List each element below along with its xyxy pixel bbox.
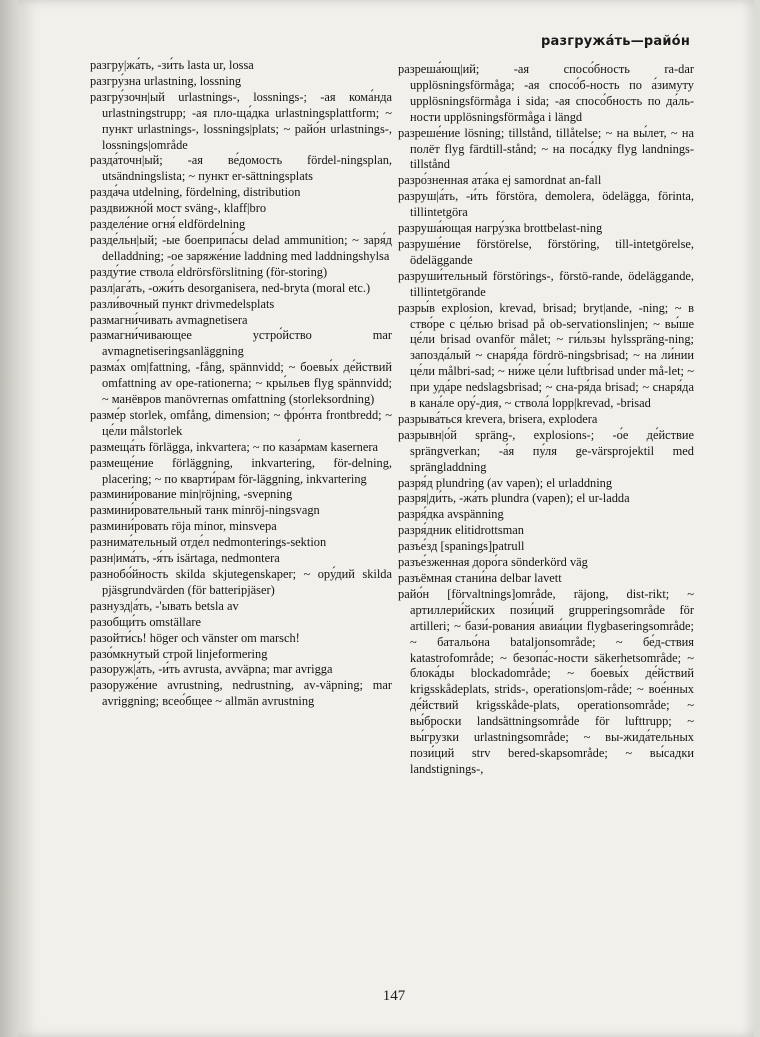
dictionary-entry: разойти́сь! höger och vänster om marsch! (90, 630, 300, 645)
dictionary-entry: разнобо́йность skilda skjutegenskaper; ~ ору́дий skilda pjäsgrundvärden (för batteripjäser) (90, 567, 392, 597)
dictionary-entry: размеща́ть förlägga, inkvartera; ~ по каза́рмам kasernera (90, 439, 378, 454)
dictionary-entry: разруше́ние förstörelse, förstöring, till-intetgörelse, ödeläggande (398, 236, 694, 267)
dictionary-entry: разря|ди́ть, -жа́ть plundra (vapen); el ur-ladda (398, 491, 630, 506)
dictionary-entry: разобщи́ть omställare (90, 614, 201, 629)
dictionary-entry: размини́рование min|röjning, -svepning (90, 487, 293, 502)
dictionary-entry: разгру́зна urlastning, lossning (90, 73, 242, 88)
dictionary-entry: разъёмная стани́на delbar lavett (398, 571, 562, 585)
dictionary-entry: размеще́ние förläggning, inkvartering, för-delning, placering; ~ по кварти́рам för-läggning, inkvartering (90, 455, 392, 486)
dictionary-entry: разда́ча utdelning, fördelning, distribution (90, 185, 301, 200)
running-head: разгружа́ть—райо́н (541, 34, 690, 49)
dictionary-entry: разн|има́ть, -я́ть isärtaga, nedmontera (90, 551, 280, 566)
book-spine-shadow (0, 0, 18, 1037)
dictionary-entry: разда́точн|ый; -ая ве́домость fördel-ningsplan, utsändningslista; ~ пункт er-sättningsplats (90, 153, 392, 184)
dictionary-entry: разруша́ющая нагру́зка brottbelast-ning (398, 221, 603, 236)
dictionary-entry: размагни́чивающее устро́йство mar avmagnetiseringsanläggning (90, 328, 392, 359)
dictionary-entry: разде́льн|ый; -ые боеприпа́сы delad ammunition; ~ заря́д delladdning; -ое заряже́ние laddning med laddningshylsa (90, 232, 392, 263)
dictionary-entry: разро́зненная ата́ка ej samordnat an-fall (398, 173, 602, 188)
dictionary-entry: разгру|жа́ть, -зи́ть lasta ur, lossa (90, 58, 254, 72)
right-column (398, 62, 694, 778)
dictionary-entry: разгру́зочн|ый urlastnings-, lossnings-; -ая кома́нда urlastningstrupp; -ая пло-ща́дка urlastningsplattform; ~ пункт urlastnings-, lossnings|plats; ~ райо́н urlastnings-, lossnings|område (90, 89, 392, 152)
dictionary-entry: разъе́зженная доро́га sönderkörd väg (398, 555, 588, 570)
dictionary-entry: разруш|а́ть, -и́ть förstöra, demolera, ödelägga, förinta, tillintetgöra (398, 189, 694, 220)
dictionary-entry: размагни́чивать avmagnetisera (90, 312, 248, 327)
dictionary-entry: разделе́ние огня́ eldfördelning (90, 217, 246, 232)
dictionary-entry: размини́ровать röja minor, minsvepa (90, 519, 277, 534)
dictionary-entry: разрывн|о́й spräng-, explosions-; -о́е де́йствие sprängverkan; -а́я пу́ля ge-värsprojektil med sprängladdning (398, 427, 694, 474)
dictionary-entry: разнузд|а́ть, -'ывать betsla av (90, 598, 239, 613)
dictionary-entry: разоруже́ние avrustning, nedrustning, av-väpning; mar avriggning; всео́бщее ~ allmän avrustning (90, 678, 392, 709)
page-number: 147 (382, 988, 406, 1004)
dictionary-entry: размини́ровательный танк minröj-ningsvagn (90, 503, 320, 518)
dictionary-entry: разоруж|а́ть, -и́ть avrusta, avväpna; mar avrigga (90, 662, 333, 677)
dictionary-entry: раздвижно́й мост sväng-, klaff|bro (90, 201, 267, 216)
dictionary-entry: разреше́ние lösning; tillstånd, tillåtelse; ~ на вы́лет, ~ на полёт flyg färdtill-stånd; ~ на поса́дку flyg landnings-tillstånd (398, 125, 694, 172)
left-column (90, 58, 392, 710)
dictionary-entry: разря́д plundring (av vapen); el urladdning (398, 475, 613, 490)
dictionary-entry: разли́вочный пункт drivmedelsplats (90, 296, 275, 311)
dictionary-entry: разры́в explosion, krevad, brisad; bryt|ande, -ning; ~ в ство́ре с це́лью brisad på ob-servationslinjen; ~ вы́ше це́ли brisad ovanför målet; ~ ги́льзы hylsspräng-ning; запозда́лый ~ снаря́да fördrö-ningsbrisad; ~ на ли́нии це́ли målbri-sad; ~ ни́же це́ли luftbrisad under må-let; ~ при уда́ре nedslagsbrisad; ~ сна-ря́да brisad; ~ снаря́да в кана́ле ору́-дия, ~ ствола́ lopp|krevad, -brisad (398, 300, 694, 411)
dictionary-entry: разнима́тельный отде́л nedmonterings-sektion (90, 535, 327, 550)
dictionary-entry: разрыва́ться krevera, brisera, explodera (398, 411, 598, 426)
dictionary-entry: разме́р storlek, omfång, dimension; ~ фро́нта frontbredd; ~ це́ли målstorlek (90, 407, 392, 438)
dictionary-entry: разъе́зд [spanings]patrull (398, 539, 525, 554)
dictionary-entry: разду́тие ствола́ eldrörsförslitning (för-storing) (90, 264, 328, 279)
dictionary-entry: разл|ага́ть, -ожи́ть desorganisera, ned-bryta (moral etc.) (90, 280, 371, 295)
dictionary-entry: разря́дник elitidrottsman (398, 523, 524, 538)
dictionary-entry: разруши́тельный förstörings-, förstö-rande, ödeläggande, tillintetgörande (398, 268, 694, 299)
dictionary-entry: разо́мкнутый строй linjeformering (90, 646, 268, 661)
dictionary-entry: разма́х om|fattning, -fång, spännvidd; ~ боевы́х де́йствий omfattning av ope-rationerna; ~ кры́льев flyg spännvidd; ~ манёвров manövrernas omfattning (storleksordning) (90, 360, 392, 407)
dictionary-entry: разреша́ющ|ий; -ая спосо́бность ra-dar upplösningsförmåga; -ая спосо́б-ность по а́зимуту upplösningsförmåga i sida; -ая спосо́бность по да́ль-ности upplösningsförmåga i längd (398, 62, 694, 124)
dictionary-entry: разря́дка avspänning (398, 507, 504, 522)
dictionary-page (18, 0, 754, 1037)
dictionary-entry: райо́н [förvaltnings]område, räjong, dist-rikt; ~ артиллери́йских пози́ций grupperingsområde för artilleri; ~ бази́-рования авиа́ции flygbaseringsområde; ~ батальо́на bataljonsområde; ~ бе́д-ствия katastrofområde; ~ безопа́с-ности säkerhetsområde; ~ блока́ды blockadområde; ~ боевы́х де́йствий krigsskådeplats, strids-, operations|om-råde; ~ вое́нных де́йствий krigsskåde-plats, operationsområde; ~ вы́броски landsättningsområde för lufttrupp; ~ вы́грузки urlastningsområde; ~ вы-жида́тельных пози́ций strv bered-skapsområde; ~ вы́садки landstignings-, (398, 586, 694, 776)
